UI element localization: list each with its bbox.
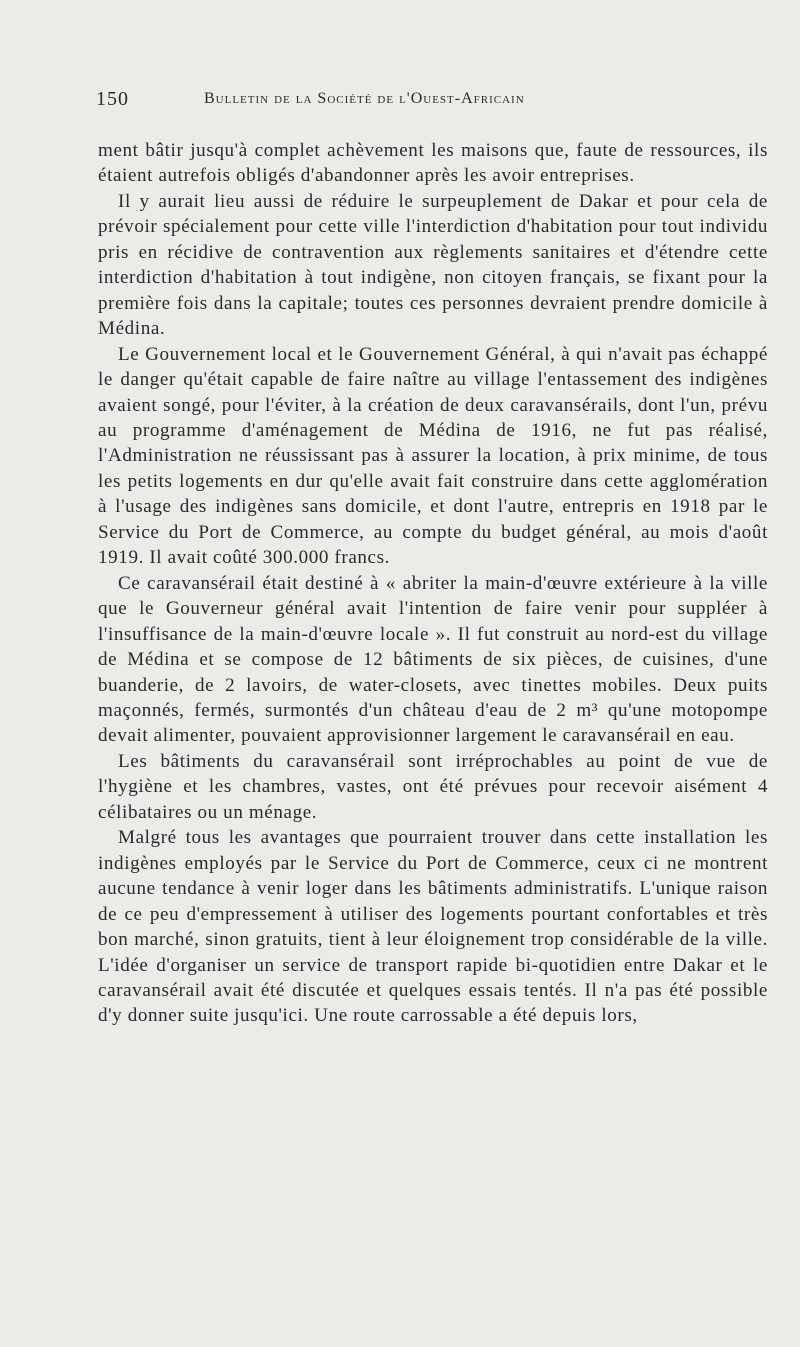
running-title: Bulletin de la Société de l'Ouest-Africain [204, 90, 525, 107]
page-number: 150 [96, 88, 129, 110]
paragraph-caravanserais: Le Gouvernement local et le Gouvernement Général, à qui n'avait pas échappé le danger qu'était capable de faire naître au village l'entassement des indigènes avaient songé, pour l'éviter, à la création de deux caravansérails, dont l'un, prévu au programme d'aménagement de Médina de 1916, ne fut pas réalisé, l'Administration ne réussissant pas à assurer la location, à prix minime, de tous les petits logements en dur qu'elle avait fait construire dans cette agglomération à l'usage des indigènes sans domicile, et dont l'autre, entrepris en 1918 par le Service du Port de Commerce, au compte du budget général, au mois d'août 1919. Il avait coûté 300.000 francs. [98, 343, 768, 569]
body-text [98, 138, 768, 1029]
paragraph-caravanserai-description: Ce caravansérail était destiné à « abriter la main-d'œuvre extérieure à la ville que le Gouverneur général avait l'intention de faire venir pour suppléer à l'insuffisance de la main-d'œuvre locale ». Il fut construit au nord-est du village de Médina et se compose de 12 bâtiments de six pièces, de cuisines, d'une buanderie, de 2 lavoirs, de water-closets, avec tinettes mobiles. Deux puits maçonnés, fermés, surmontés d'un château d'eau de 2 m³ qu'une motopompe devait alimenter, pouvaient approvisionner largement le caravansérail en eau. [98, 572, 768, 747]
paragraph-reluctance: Malgré tous les avantages que pourraient trouver dans cette installation les indigènes employés par le Service du Port de Commerce, ceux ci ne montrent aucune tendance à venir loger dans les bâtiments administratifs. L'unique raison de ce peu d'empressement à utiliser des logements pourtant confortables et très bon marché, sinon gratuits, tient à leur éloignement trop considérable de la ville. L'idée d'organiser un service de transport rapide bi-quotidien entre Dakar et le caravansérail avait été discutée et quelques essais tentés. Il n'a pas été possible d'y donner suite jusqu'ici. Une route carrossable a été depuis lors, [98, 827, 768, 1027]
paragraph-continued: ment bâtir jusqu'à complet achèvement les maisons que, faute de ressources, ils étaient autrefois obligés d'abandonner après les avoir entreprises. [98, 140, 768, 187]
paragraph-dakar-overcrowding: Il y aurait lieu aussi de réduire le surpeuplement de Dakar et pour cela de prévoir spécialement pour cette ville l'interdiction d'habitation pour tout individu pris en récidive de contravention aux règlements sanitaires et d'étendre cette interdiction d'habitation à tout indigène, non citoyen français, se fixant pour la première fois dans la capitale; toutes ces personnes devraient prendre domicile à Médina. [98, 190, 768, 340]
running-head [96, 88, 768, 116]
paragraph-buildings-hygiene: Les bâtiments du caravansérail sont irréprochables au point de vue de l'hygiène et les chambres, vastes, ont été prévues pour recevoir aisément 4 célibataires ou un ménage. [98, 750, 768, 823]
